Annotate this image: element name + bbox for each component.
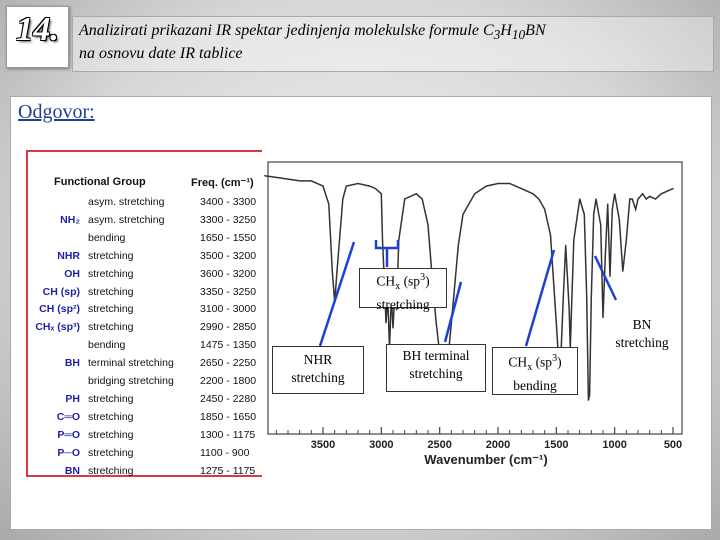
table-row-freq: 2650 - 2250 [200,357,257,370]
title-bn: BN [525,22,546,39]
x-tick-label: 3000 [369,439,394,451]
spectrum-point [629,198,630,199]
anno-chxb-sup: 3 [552,353,558,364]
x-axis-label: Wavenumber (cm⁻¹) [424,452,548,467]
x-tick-label: 500 [663,439,683,451]
slide-number-box [6,6,69,68]
anno-chx-stretching-line1 [360,269,446,296]
table-row-mode: stretching [88,392,134,405]
x-tick-label: 2000 [485,439,511,451]
spectrum-point [369,186,370,187]
table-row-group: PH [65,392,80,405]
title-text: Analizirati prikazani IR spektar jedinjenja molekulske formule C [79,22,494,39]
table-row-mode: asym. stretching [88,213,165,226]
spectrum-point [605,255,606,256]
spectrum-point [591,296,592,297]
spectrum-point [382,240,383,241]
spectrum-point [392,327,393,328]
spectrum-point [600,224,601,225]
spectrum-point [357,183,358,184]
spectrum-point [607,204,608,205]
spectrum-point [614,193,615,194]
spectrum-point [328,204,329,205]
spectrum-point [550,235,551,236]
spectrum-point [497,183,498,184]
table-row-freq: 2450 - 2280 [200,392,257,405]
spectrum-point [282,178,283,179]
anno-chx-stretching-line2: stretching [376,297,430,313]
spectrum-point [515,186,516,187]
table-row-freq: 1475 - 1350 [200,339,257,352]
spectrum-point [527,191,528,192]
table-row-freq: 1275 - 1175 [200,464,256,477]
table-row-freq: 3100 - 3000 [200,303,257,316]
spectrum-point [637,198,638,199]
anno-chx-sup: 3 [420,272,426,283]
table-row-mode: stretching [88,464,134,477]
spectrum-point [311,180,312,181]
spectrum-point [573,240,574,241]
spectrum-point [436,322,437,323]
spectrum-point [474,193,475,194]
table-row-group: P═O [57,428,80,441]
spectrum-point [649,196,650,197]
table-row-freq: 3300 - 3250 [200,213,257,226]
table-row-freq: 1300 - 1175 [200,428,256,441]
spectrum-point [571,309,572,310]
anno-chx-sub: x [395,281,401,293]
table-row-freq: 2200 - 1800 [200,375,257,387]
table-row-mode: bending [88,339,126,352]
table-row-mode: bridging stretching [88,375,174,387]
title-box [72,16,714,72]
spectrum-point [416,193,417,194]
table-row-group: P─O [57,446,80,459]
slide-number: 14. [16,11,59,48]
anno-chx-sp: (sp [400,273,421,289]
spectrum-point [586,296,587,297]
anno-chx-bending-line2: bending [513,378,557,394]
anno-nhr-stretching [272,346,364,394]
ir-spectrum-chart [262,150,702,480]
table-row-freq: 1650 - 1550 [200,231,257,244]
table-row-mode: terminal stretching [88,357,174,370]
anno-chxb-sp: (sp [532,354,553,370]
spectrum-point [404,198,405,199]
table-header-freq: Freq. (cm⁻¹) [191,177,254,189]
spectrum-point [556,322,557,323]
table-row-mode: stretching [88,446,134,459]
anno-nhr-line1: NHR [303,352,333,367]
table-row-group: CH (sp²) [39,303,80,316]
anno-bh-line1: BH terminal [402,348,470,363]
anno-bn-line1: BN [632,317,652,332]
spectrum-point [565,245,566,246]
spectrum-point [579,198,580,199]
x-tick-label: 3500 [310,439,336,451]
table-row-group: C═O [56,410,80,423]
table-row-mode: stretching [88,303,134,316]
table-header-group: Functional Group [54,176,146,188]
table-row-mode: stretching [88,428,134,441]
spectrum-point [381,193,382,194]
spectrum-point [346,186,347,187]
title-line-2: na osnovu date IR tablice [79,45,243,62]
spectrum-point [619,219,620,220]
spectrum-point [642,193,643,194]
anno-bh-line2: stretching [409,366,463,381]
spectrum-point [655,198,656,199]
spectrum-point [264,175,265,176]
anno-nhr-line2: stretching [291,370,345,385]
table-row-freq: 3500 - 3200 [200,249,257,262]
spectrum-point [375,188,376,189]
title-sub-hydrogen: 10 [511,27,526,43]
table-row-mode: stretching [88,321,134,334]
table-row-group: OH [64,267,80,280]
anno-chx-ch: CH [376,273,396,289]
spectrum-point [589,394,590,395]
spectrum-point [458,245,459,246]
ir-table-panel [26,150,266,477]
anno-chx-bending [492,347,578,395]
anno-chx-close: ) [425,273,430,289]
table-row-group: NHR [57,249,80,262]
anno-chxb-ch: CH [508,354,528,370]
spectrum-point [385,322,386,323]
anno-chx-bending-line1 [493,350,577,377]
spectrum-point [632,198,633,199]
anno-bh-terminal [386,344,486,392]
spectrum-point [486,186,487,187]
spectrum-point [453,296,454,297]
answer-label: Odgovor: [18,101,95,123]
spectrum-point [588,400,589,401]
table-row-mode: stretching [88,285,134,298]
spectrum-point [422,198,423,199]
anno-chx-stretching [359,268,447,313]
spectrum-point [336,271,337,272]
table-row-freq: 2990 - 2850 [200,321,257,334]
table-row-group: NH₂ [60,213,80,226]
spectrum-point [427,224,428,225]
spectrum-point [626,240,627,241]
title-sub-carbon: 3 [493,27,501,43]
table-row-group: BH [64,357,80,370]
table-row-group: CH (sp) [42,285,80,298]
spectrum-point [612,209,613,210]
x-tick-label: 2500 [427,439,452,451]
spectrum-point [661,193,662,194]
anno-chxb-sub: x [527,362,533,374]
spectrum-point [538,198,539,199]
spectrum-point [462,214,463,215]
spectrum-point [593,214,594,215]
table-row-group: CHₓ (sp³) [35,321,80,334]
table-row-group: BN [64,464,80,477]
spectrum-point [544,209,545,210]
spectrum-point [667,191,668,192]
spectrum-point [635,209,636,210]
spectrum-point [299,180,300,181]
table-row-freq: 3600 - 3200 [200,267,257,280]
title-h: H [500,22,512,39]
spectrum-point [622,271,623,272]
table-row-freq: 3350 - 3250 [200,285,257,298]
spectrum-point [342,198,343,199]
spectrum-point [332,271,333,272]
x-tick-label: 1500 [544,439,569,451]
anno-bn-stretching [600,316,684,356]
spectrum-point [569,309,570,310]
table-row-mode: stretching [88,267,134,280]
spectrum-point [322,186,323,187]
title-line-1 [79,22,546,43]
table-row-mode: stretching [88,410,134,423]
table-row-freq: 1850 - 1650 [200,410,257,423]
spectrum-point [509,183,510,184]
table-row-mode: asym. stretching [88,196,165,208]
anno-chxb-close: ) [557,354,562,370]
spectrum-point [521,188,522,189]
spectrum-point [563,296,564,297]
table-row-mode: bending [88,231,126,244]
spectrum-point [646,198,647,199]
x-tick-label: 1000 [602,439,627,451]
anno-bn-line2: stretching [615,335,669,350]
spectrum-point [609,276,610,277]
spectrum-point [672,188,673,189]
table-row-freq: 1100 - 900 [200,446,250,459]
spectrum-point [595,198,596,199]
table-row-freq: 3400 - 3300 [200,196,257,208]
table-row-mode: stretching [88,249,134,262]
spectrum-point [532,193,533,194]
spectrum-point [584,214,585,215]
